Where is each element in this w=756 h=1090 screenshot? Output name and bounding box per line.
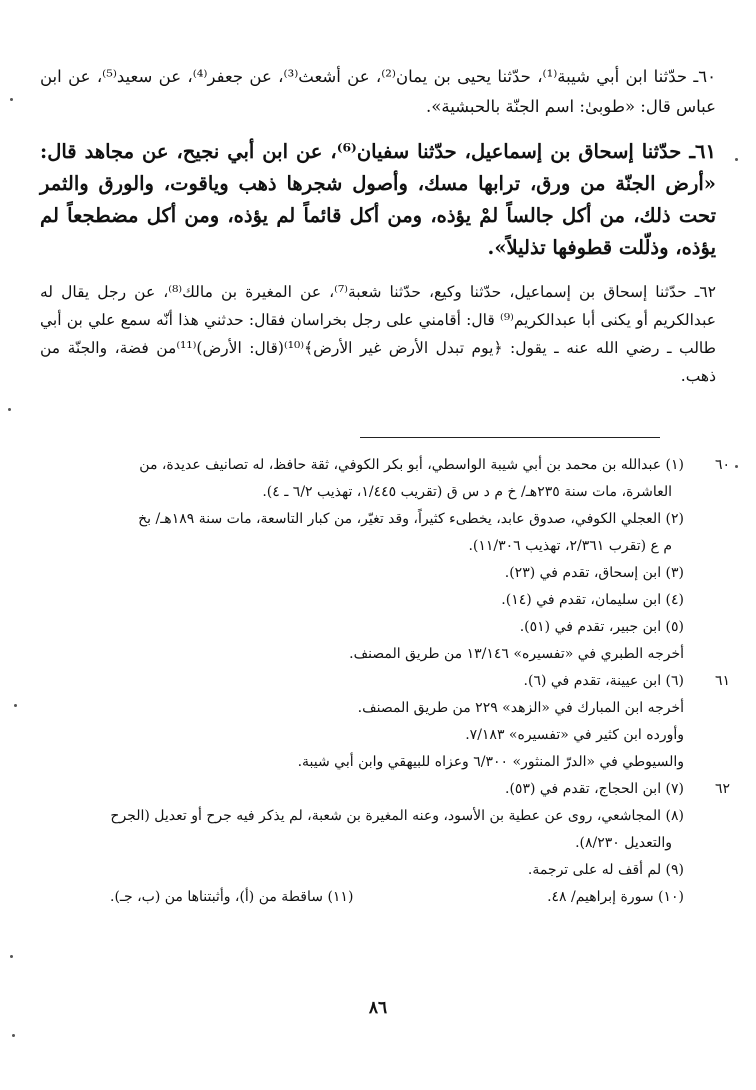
footnote-line	[40, 560, 716, 587]
footnote-text: والسيوطي في «الدرّ المنثور» ٦/٣٠٠ وعزاه للبيهقي وابن أبي شيبة.	[297, 754, 684, 770]
margin-mark	[735, 465, 738, 468]
footnote-text: (٨) المجاشعي، روى عن عطية بن الأسود، وعنه المغيرة بن شعبة، لم يذكر فيه جرح أو تعديل (الجرح	[110, 808, 684, 824]
hadith-60: ٦٠ـ حدّثنا ابن أبي شيبة⁽¹⁾، حدّثنا يحيى بن يمان⁽²⁾، عن أشعث⁽³⁾، عن جعفر⁽⁴⁾، عن سعيد⁽⁵⁾، عن ابن عباس قال: «طوبىٰ: اسم الجنّة بالحبشية».	[40, 67, 716, 116]
hadith-62: ٦٢ـ حدّثنا إسحاق بن إسماعيل، حدّثنا وكيع، حدّثنا شعبة⁽⁷⁾، عن المغيرة بن مالك⁽⁸⁾، عن رجل يقال له عبدالكريم أو يكنى أبا عبدالكريم⁽⁹⁾ قال: أقامني على رجل بخراسان فقال: حدثني هذا أنّه سمع علي بن أبي طالب ـ رضي الله عنه ـ يقول: ﴿يوم تبدل الأرض غير الأرض﴾⁽¹⁰⁾(قال: الأرض)⁽¹¹⁾من فضة، والجنّة من ذهب.	[40, 283, 716, 385]
footnote-line	[40, 803, 716, 830]
footnote-text: (١٠) سورة إبراهيم/ ٤٨.	[547, 889, 684, 905]
margin-mark	[10, 98, 13, 101]
footnote-line	[40, 776, 730, 803]
footnote-line	[40, 479, 716, 506]
main-text	[40, 62, 716, 404]
footnote-text: (٢) العجلي الكوفي، صدوق عابد، يخطىء كثيراً، وقد تغيّر، من كبار التاسعة، مات سنة ١٨٩هـ/ بخ	[138, 511, 684, 527]
footnote-group-number: ٦٠	[714, 457, 730, 473]
footnote-group-number: ٦٢	[714, 781, 730, 797]
margin-mark	[14, 704, 17, 707]
footnote-line	[40, 587, 716, 614]
page-number: ٨٦	[368, 998, 388, 1018]
footnote-line	[40, 533, 716, 560]
footnote-text: (٣) ابن إسحاق، تقدم في (٢٣).	[504, 565, 684, 581]
footnote-text: أخرجه الطبري في «تفسيره» ١٣/١٤٦ من طريق المصنف.	[349, 646, 684, 662]
footnote-separator	[360, 437, 660, 438]
footnote-line	[40, 506, 716, 533]
footnote-text: (٧) ابن الحجاج، تقدم في (٥٣).	[505, 781, 684, 797]
footnote-text: (١) عبدالله بن محمد بن أبي شيبة الواسطي، أبو بكر الكوفي، ثقة حافظ، له تصانيف عديدة، من	[139, 457, 684, 473]
footnote-line	[40, 668, 730, 695]
footnote-line	[40, 722, 716, 749]
footnote-line	[40, 749, 716, 776]
footnote-text: وأورده ابن كثير في «تفسيره» ٧/١٨٣.	[465, 727, 684, 743]
footnote-line	[40, 695, 716, 722]
footnote-line	[40, 641, 716, 668]
footnote-line	[40, 857, 716, 884]
footnote-line	[40, 830, 716, 857]
footnote-line	[40, 614, 716, 641]
hadith-61: ٦١ـ حدّثنا إسحاق بن إسماعيل، حدّثنا سفيان⁽⁶⁾، عن ابن أبي نجيح، عن مجاهد قال: «أرض الجنّة من ورق، ترابها مسك، وأصول شجرها ذهب وياقوت، والورق والثمر تحت ذلك، من أكل جالساً لمْ يؤذه، ومن أكل قائماً لم يؤذه، ومن أكل مضطجعاً لم يؤذه، وذلّلت قطوفها تذليلاً».	[40, 140, 716, 259]
footnote-group-number: ٦١	[714, 673, 730, 689]
footnote-line	[40, 884, 716, 911]
footnote-text: أخرجه ابن المبارك في «الزهد» ٢٢٩ من طريق المصنف.	[357, 700, 684, 716]
footnote-text: والتعديل ٨/٢٣٠).	[575, 835, 672, 851]
margin-mark	[10, 955, 13, 958]
footnote-text: (٦) ابن عيينة، تقدم في (٦).	[523, 673, 684, 689]
margin-mark	[735, 158, 738, 161]
margin-mark	[12, 1034, 15, 1037]
footnote-text: (٤) ابن سليمان، تقدم في (١٤).	[501, 592, 684, 608]
footnotes	[40, 452, 730, 911]
margin-mark	[8, 408, 11, 411]
footnote-text: م ع (تقرب ٢/٣٦١، تهذيب ١١/٣٠٦).	[468, 538, 672, 554]
footnote-line	[40, 452, 730, 479]
footnote-text: العاشرة، مات سنة ٢٣٥هـ/ خ م د س ق (تقريب ١/٤٤٥، تهذيب ٦/٢ ـ ٤).	[262, 484, 672, 500]
footnote-text: (١١) ساقطة من (أ)، وأثبتناها من (ب، جـ).	[110, 889, 354, 905]
footnote-text: (٩) لم أقف له على ترجمة.	[527, 862, 684, 878]
footnote-text: (٥) ابن جبير، تقدم في (٥١).	[519, 619, 684, 635]
